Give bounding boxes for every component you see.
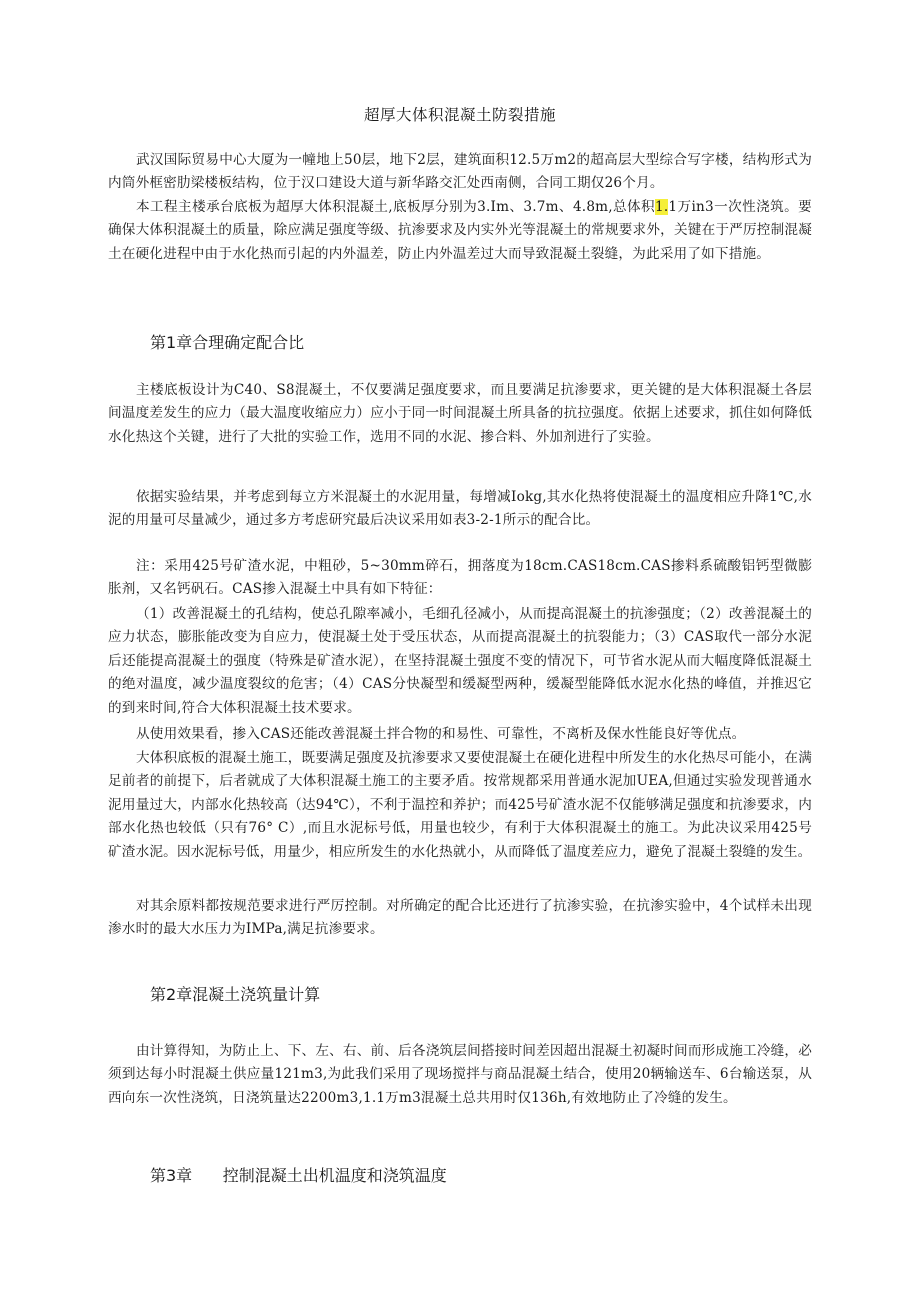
cas-features-paragraph: （1）改善混凝土的孔结构，使总孔隙率减小，毛细孔径减小，从而提高混凝土的抗渗强度；（2）改善混凝土的应力状态，膨胀能改变为自应力，使混凝土处于受压状态，从而提高混凝土的抗裂能力；（3）CAS取代一部分水泥后还能提高混凝土的强度（特殊是矿渣水泥），在坚持混凝土强度不变的情况下，可节省水泥从而大幅度降低混凝土的绝对温度，减少温度裂纹的危害；（4）CAS分快凝型和缓凝型两种，缓凝型能降低水泥水化热的峰值，并推迟它的到来时间,符合大体积混凝土技术要求。 [108,606,812,716]
chapter-3-heading: 第3章 控制混凝土出机温度和浇筑温度 [150,1166,447,1185]
chapter-2-heading: 第2章混凝土浇筑量计算 [150,985,321,1004]
chapter-1-paragraph-1: 主楼底板设计为C40、S8混凝土，不仅要满足强度要求，而且要满足抗渗要求，更关键的是大体积混凝土各层间温度差发生的应力（最大温度收缩应力）应小于同一时间混凝土所具备的抗拉强度。依据上述要求，抓住如何降低水化热这个关键，进行了大批的实验工作，选用不同的水泥、掺合料、外加剂进行了实验。 [108,382,813,445]
materials-paragraph: 对其余原料都按规范要求进行严厉控制。对所确定的配合比还进行了抗渗实验，在抗渗实验中，4个试样未出现渗水时的最大水压力为IMPa,满足抗渗要求。 [108,898,812,938]
usage-effect-paragraph: 从使用效果看，掺入CAS还能改善混凝土拌合物的和易性、可靠性，不离析及保水性能良好等优点。 [136,726,746,742]
chapter-1-note: 注：采用425号矿渣水泥，中粗砂，5~30mm碎石，拥落度为18cm.CAS18cm.CAS掺料系硫酸铝钙型微膨胀剂，又名钙矾石。CAS掺入混凝土中具有如下特征： [108,558,812,598]
construction-paragraph: 大体积底板的混凝土施工，既要满足强度及抗渗要求又要使混凝土在硬化进程中所发生的水化热尽可能小，在满足前者的前提下，后者就成了大体积混凝土施工的主要矛盾。按常规都采用普通水泥加UEA,但通过实验发现普通水泥用量过大，内部水化热较高（达94℃），不利于温控和养护；而425号矿渣水泥不仅能够满足强度和抗渗要求，内部水化热也较低（只有76° C）,而且水泥标号低，用量也较少，有利于大体积混凝土的施工。为此决议采用425号矿渣水泥。因水泥标号低，用量少，相应所发生的水化热就小，从而降低了温度差应力，避免了混凝土裂缝的发生。 [108,750,812,860]
chapter-2-paragraph-1: 由计算得知，为防止上、下、左、右、前、后各浇筑层间搭接时间差因超出混凝土初凝时间而形成施工冷缝，必须到达每小时混凝土供应量121m3,为此我们采用了现场搅拌与商品混凝土结合，使用20辆输送车、6台输送泵，从西向东一次性浇筑，日浇筑量达2200m3,1.1万m3混凝土总共用时仅136h,有效地防止了冷缝的发生。 [108,1043,812,1106]
chapter-1-heading: 第1章合理确定配合比 [150,333,305,352]
intro-paragraph-2 [108,196,812,266]
chapter-1-paragraph-2: 依据实验结果，并考虑到每立方米混凝土的水泥用量，每增减Iokg,其水化热将使混凝土的温度相应升降1℃,水泥的用量可尽量减少，通过多方考虑研究最后决议采用如表3-2-1所示的配合比。 [108,489,812,529]
highlighted-text: 1. [655,199,669,215]
intro-paragraph-2-after: 1万in3一次性浇筑。要确保大体积混凝土的质量，除应满足强度等级、抗渗要求及内实外光等混凝土的常规要求外，关键在于严厉控制混凝土在硬化进程中由于水化热而引起的内外温差，防止内外温差过大而导致混凝土裂缝，为此采用了如下措施。 [108,199,812,262]
intro-paragraph-1: 武汉国际贸易中心大厦为一幢地上50层，地下2层，建筑面积12.5万m2的超高层大型综合写字楼，结构形式为内筒外框密肋梁楼板结构，位于汉口建设大道与新华路交汇处西南侧，合同工期仅26个月。 [108,152,812,192]
document-title: 超厚大体积混凝土防裂措施 [363,106,556,124]
intro-paragraph-2-before: 本工程主楼承台底板为超厚大体积混凝土,底板厚分别为3.Im、3.7m、4.8m,总体积 [136,199,656,215]
